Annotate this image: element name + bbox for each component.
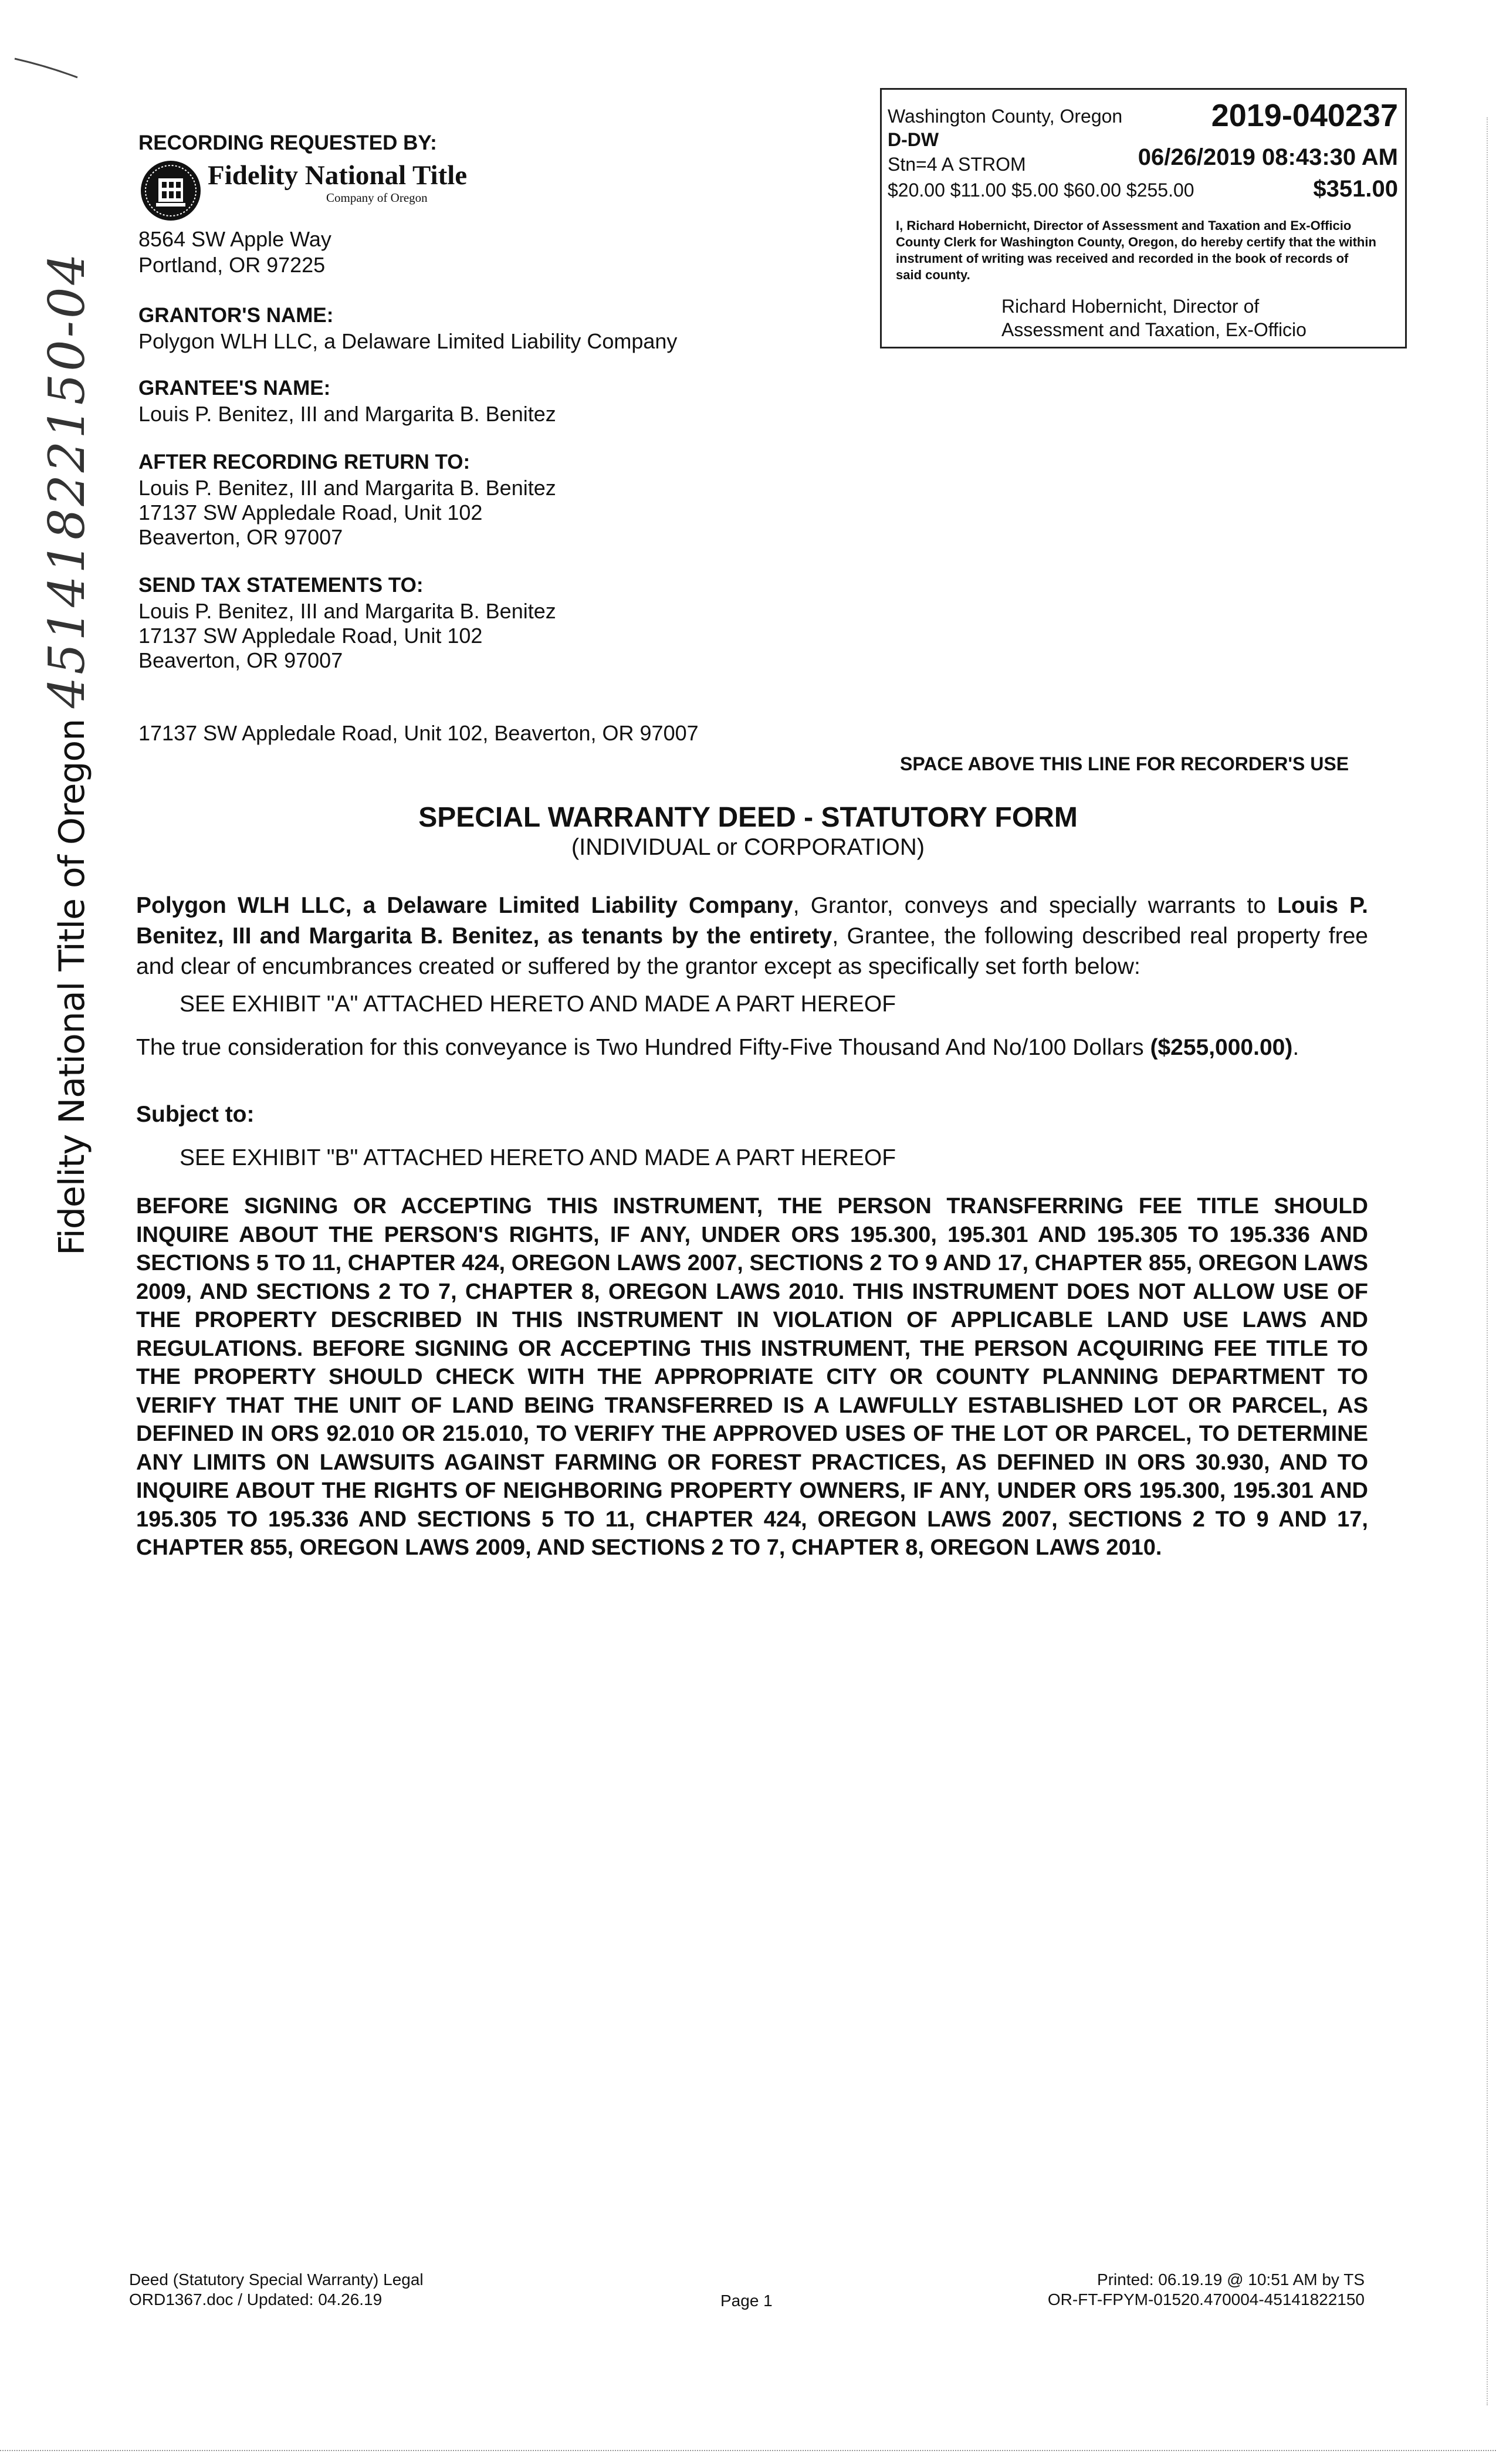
company-name: Fidelity National Title: [208, 160, 468, 191]
grantee-label: GRANTEE'S NAME:: [138, 377, 331, 400]
footer-printed: Printed: 06.19.19 @ 10:51 AM by TS: [1097, 2270, 1365, 2289]
consideration-paragraph: [136, 1033, 1368, 1063]
consideration-amount: ($255,000.00): [1150, 1035, 1293, 1060]
after-recording-label: AFTER RECORDING RETURN TO:: [138, 451, 471, 473]
side-stamp: [38, 251, 96, 1255]
recording-stamp-box: [880, 88, 1407, 348]
footer-page-number: Page 1: [720, 2292, 773, 2310]
after-recording-line2: 17137 SW Appledale Road, Unit 102: [138, 500, 483, 524]
after-recording-line1: Louis P. Benitez, III and Margarita B. Benitez: [138, 476, 556, 500]
property-address: 17137 SW Appledale Road, Unit 102, Beaverton, OR 97007: [138, 721, 699, 745]
pen-mark: [12, 47, 82, 82]
consideration-text: The true consideration for this conveyance is Two Hundred Fifty-Five Thousand And No/100 Dollars: [136, 1035, 1144, 1060]
subject-to-label: Subject to:: [136, 1102, 255, 1127]
conveyance-grantee: Louis P. Benitez, III and Margarita B. Benitez, as tenants by the entirety: [136, 893, 1368, 949]
footer-order-id: OR-FT-FPYM-01520.470004-45141822150: [1047, 2290, 1365, 2309]
grantor-label: GRANTOR'S NAME:: [138, 304, 334, 327]
statutory-warning: BEFORE SIGNING OR ACCEPTING THIS INSTRUMENT, THE PERSON TRANSFERRING FEE TITLE SHOULD INQUIRE ABOUT THE PERSON'S RIGHTS, IF ANY, UNDER ORS 195.300, 195.301 AND 195.305 TO 195.336 AND SECTIONS 5 TO 11, CHAPTER 424, OREGON LAWS 2007, SECTIONS 2 TO 9 AND 17, CHAPTER 855, OREGON LAWS 2009, AND SECTIONS 2 TO 7, CHAPTER 8, OREGON LAWS 2010. THIS INSTRUMENT DOES NOT ALLOW USE OF THE PROPERTY DESCRIBED IN THIS INSTRUMENT IN VIOLATION OF APPLICABLE LAND USE LAWS AND REGULATIONS. BEFORE SIGNING OR ACCEPTING THIS INSTRUMENT, THE PERSON ACQUIRING FEE TITLE TO THE PROPERTY SHOULD CHECK WITH THE APPROPRIATE CITY OR COUNTY PLANNING DEPARTMENT TO VERIFY THAT THE UNIT OF LAND BEING TRANSFERRED IS A LAWFULLY ESTABLISHED LOT OR PARCEL, AS DEFINED IN ORS 92.010 OR 215.010, TO VERIFY THE APPROVED USES OF THE LOT OR PARCEL, TO DETERMINE ANY LIMITS ON LAWSUITS AGAINST FARMING OR FOREST PRACTICES, AS DEFINED IN ORS 30.930, AND TO INQUIRE ABOUT THE RIGHTS OF NEIGHBORING PROPERTY OWNERS, IF ANY, UNDER ORS 195.300, 195.301 AND 195.305 TO 195.336 AND SECTIONS 5 TO 11, CHAPTER 424, OREGON LAWS 2007, SECTIONS 2 TO 9 AND 17, CHAPTER 855, OREGON LAWS 2009, AND SECTIONS 2 TO 7, CHAPTER 8, OREGON LAWS 2010.: [136, 1194, 1368, 1560]
recording-signer-line1: Richard Hobernicht, Director of: [1001, 296, 1260, 317]
exhibit-b-line: SEE EXHIBIT "B" ATTACHED HERETO AND MADE A PART HEREOF: [180, 1145, 896, 1170]
fidelity-seal-icon: [138, 158, 203, 223]
scan-edge-line: [0, 2450, 1496, 2451]
conveyance-paragraph: [136, 891, 1368, 982]
tax-statements-line1: Louis P. Benitez, III and Margarita B. Benitez: [138, 599, 556, 623]
recording-total: $351.00: [1313, 176, 1398, 202]
tax-statements-line2: 17137 SW Appledale Road, Unit 102: [138, 624, 483, 648]
conveyance-grantor: Polygon WLH LLC, a Delaware Limited Liability Company: [136, 893, 793, 918]
tax-statements-label: SEND TAX STATEMENTS TO:: [138, 574, 424, 597]
recording-datetime: 06/26/2019 08:43:30 AM: [1138, 144, 1398, 170]
consideration-end: .: [1292, 1035, 1299, 1060]
recording-doc-type: D-DW: [888, 129, 939, 150]
footer-form-version: ORD1367.doc / Updated: 04.26.19: [129, 2290, 383, 2309]
recording-certification: I, Richard Hobernicht, Director of Assessment and Taxation and Ex-Officio County Clerk for Washington County, Oregon, do hereby certify that the within instrument of writing was received and recorded in the book of records of said county.: [896, 218, 1376, 282]
recording-doc-number: 2019-040237: [1211, 98, 1398, 133]
scan-right-edge: [1487, 117, 1488, 2405]
conveyance-mid: , Grantor, conveys and specially warrants to: [793, 893, 1278, 918]
grantor-name: Polygon WLH LLC, a Delaware Limited Liability Company: [138, 329, 678, 353]
recording-county: Washington County, Oregon: [888, 106, 1123, 127]
recording-fees: $20.00 $11.00 $5.00 $60.00 $255.00: [888, 180, 1194, 201]
conveyance-end: , Grantee, the following described real property free and clear of encumbrances created or suffered by the grantor except as specifically set forth below:: [136, 923, 1368, 979]
recorder-use-line: SPACE ABOVE THIS LINE FOR RECORDER'S USE: [900, 753, 1349, 774]
after-recording-line3: Beaverton, OR 97007: [138, 525, 343, 549]
grantee-name: Louis P. Benitez, III and Margarita B. Benitez: [138, 402, 556, 426]
exhibit-a-line: SEE EXHIBIT "A" ATTACHED HERETO AND MADE A PART HEREOF: [180, 991, 896, 1017]
requester-address-line1: 8564 SW Apple Way: [138, 227, 331, 251]
side-stamp-printed: Fidelity National Title of Oregon: [52, 719, 93, 1255]
deed-title: SPECIAL WARRANTY DEED - STATUTORY FORM: [418, 802, 1078, 833]
deed-subtitle: (INDIVIDUAL or CORPORATION): [571, 834, 925, 860]
footer-form-name: Deed (Statutory Special Warranty) Legal: [129, 2270, 424, 2289]
requester-address-line2: Portland, OR 97225: [138, 253, 326, 277]
side-stamp-handwritten: 45141822150-04: [38, 251, 96, 709]
recording-signer-line2: Assessment and Taxation, Ex-Officio: [1001, 319, 1307, 340]
company-subtitle: Company of Oregon: [326, 191, 428, 205]
tax-statements-line3: Beaverton, OR 97007: [138, 648, 343, 672]
company-logo: [138, 157, 502, 222]
recording-requested-label: RECORDING REQUESTED BY:: [138, 131, 437, 154]
recording-station: Stn=4 A STROM: [888, 154, 1026, 175]
